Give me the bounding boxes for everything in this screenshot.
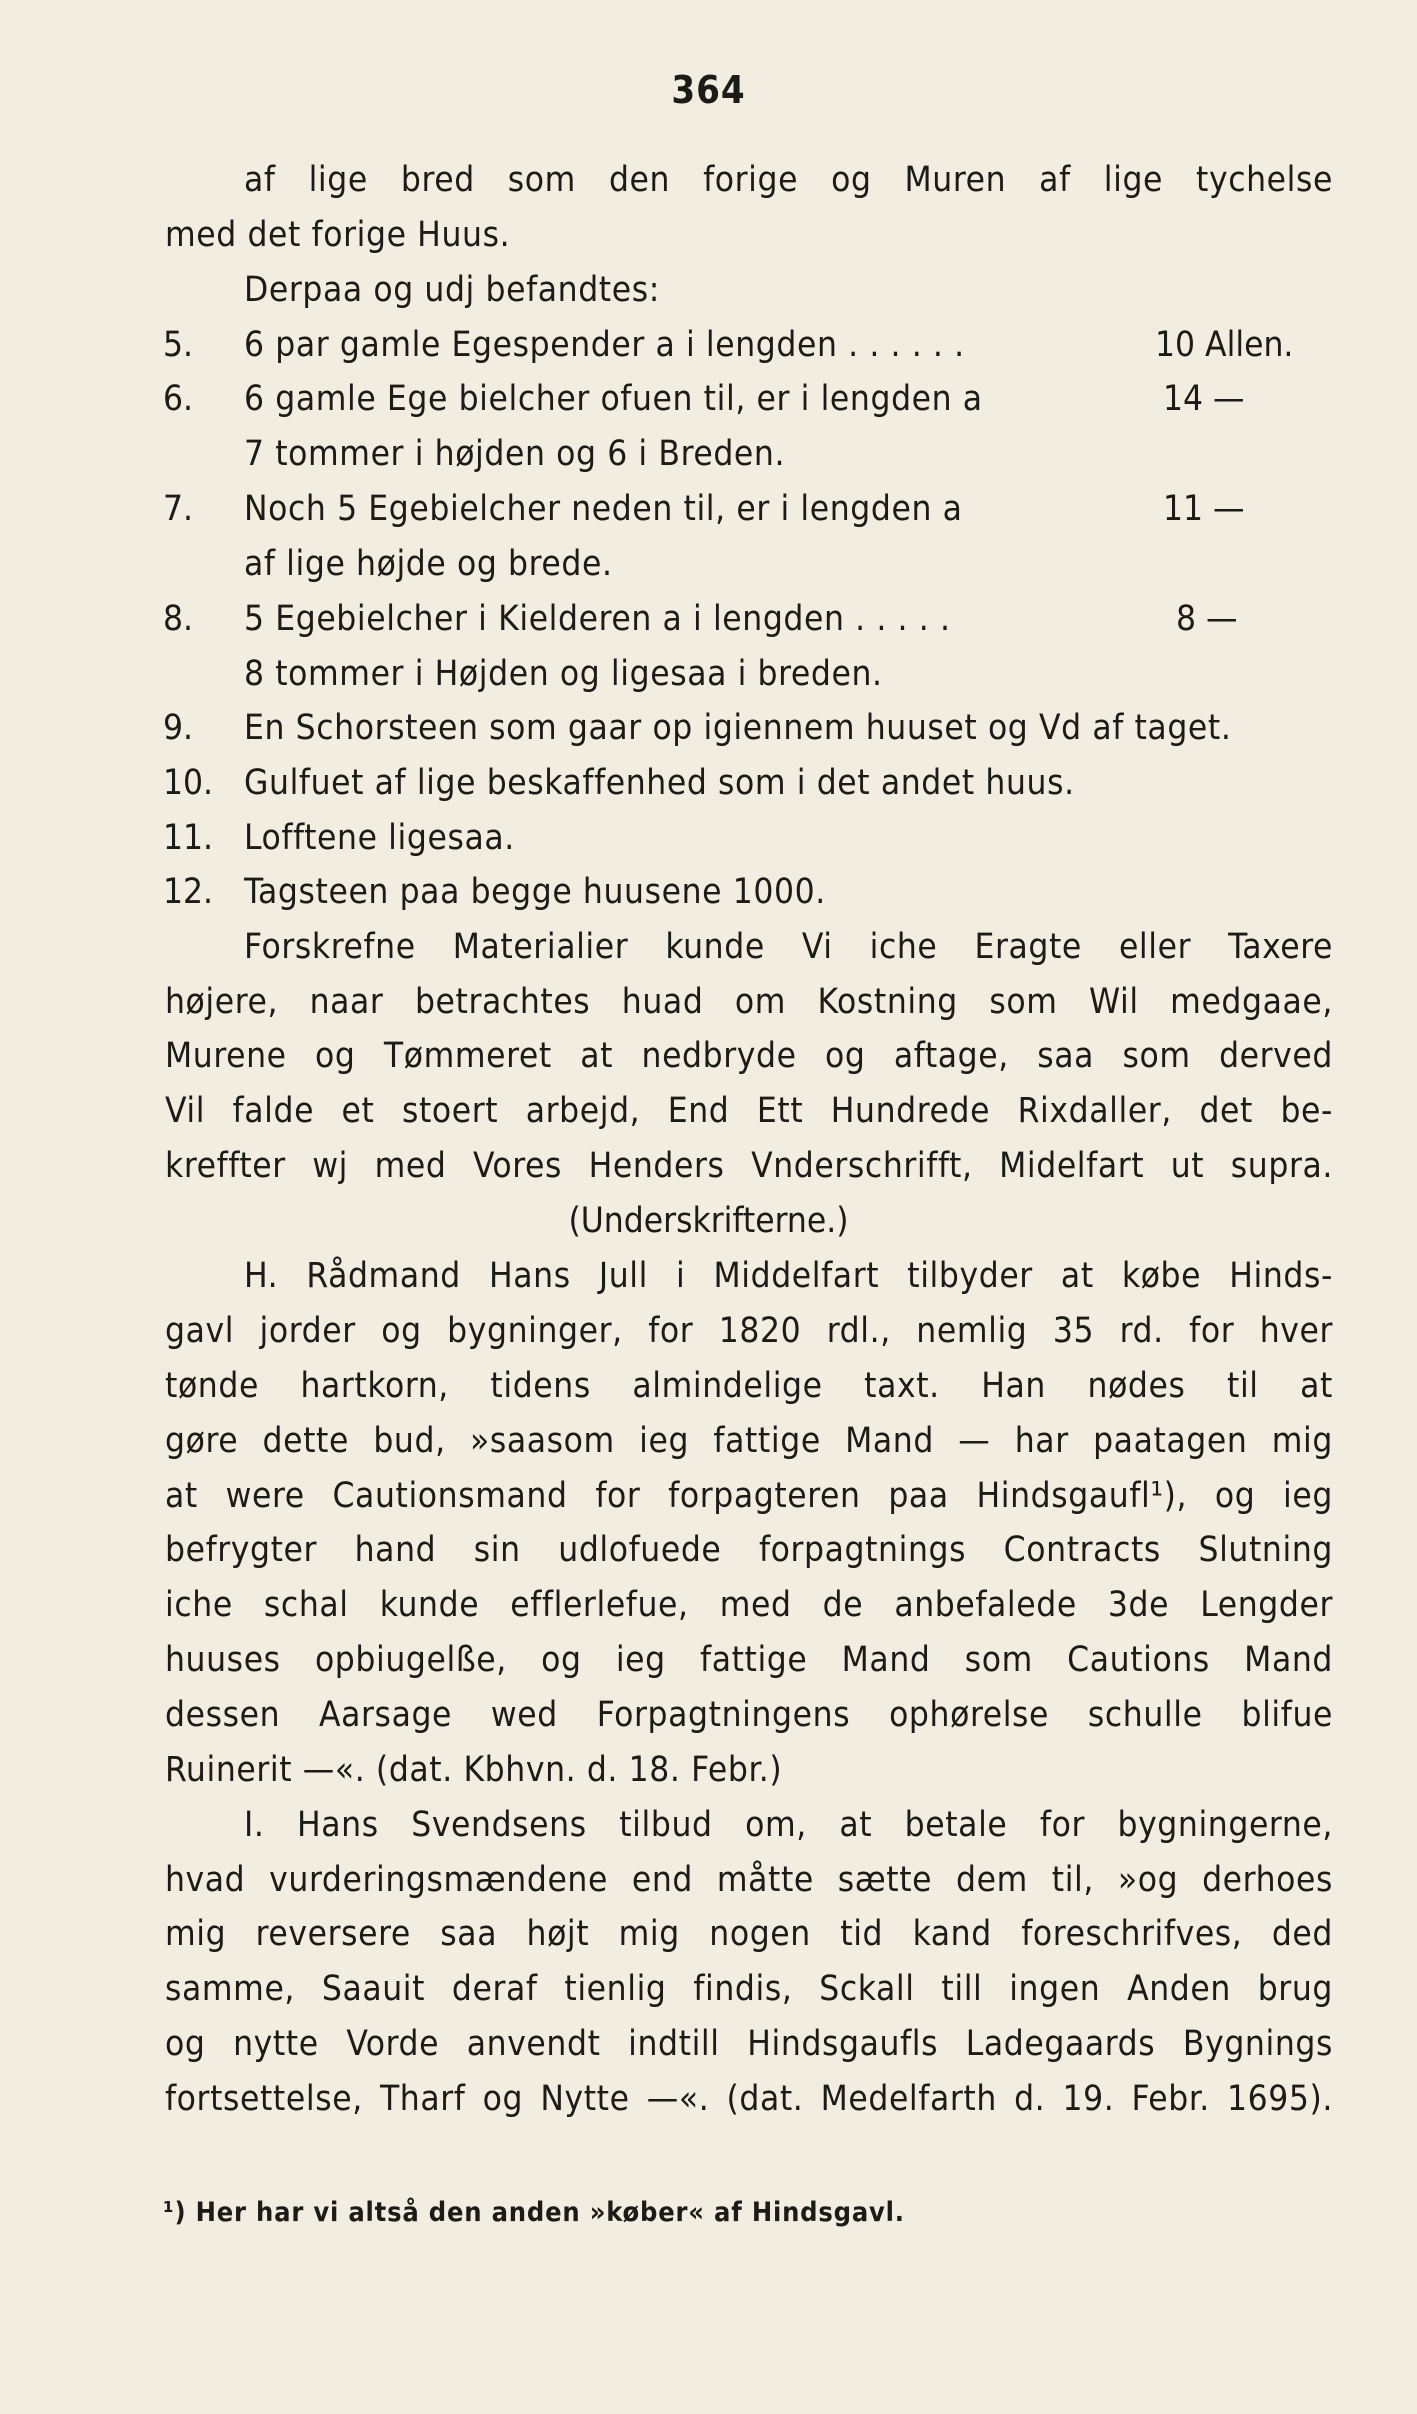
heading-found: Derpaa og udj befandtes:	[244, 270, 660, 310]
item-number: 11.	[163, 818, 214, 858]
item-text: Lofftene ligesaa.	[244, 818, 515, 858]
footnote-text: Her har vi altså den anden »køber« af Hindsgavl.	[195, 2197, 905, 2228]
paragraph-g-line: Forskrefne Materialier kunde Vi iche Eragte eller Taxere	[244, 927, 1333, 967]
footnote	[163, 2195, 905, 2231]
paragraph-h-line: huuses opbiugelße, og ieg fattige Mand som Cautions Mand	[165, 1640, 1333, 1680]
item-number: 7.	[163, 489, 194, 529]
item-number: 5.	[163, 325, 194, 365]
item-number: 8.	[163, 599, 194, 639]
footnote-marker: ¹)	[163, 2197, 187, 2228]
paragraph-g-line: kreffter wj med Vores Henders Vnderschrifft, Midelfart ut supra.	[165, 1146, 1333, 1186]
item-text: 5 Egebielcher i Kielderen a i lengden . . . . .	[244, 599, 951, 639]
item-text: 6 gamle Ege bielcher ofuen til, er i lengden a	[244, 379, 983, 419]
intro-line-2: med det forige Huus.	[165, 215, 511, 255]
item-continuation: 8 tommer i Højden og ligesaa i breden.	[244, 654, 883, 694]
paragraph-g-line: højere, naar betrachtes huad om Kostning som Wil medgaae,	[165, 982, 1333, 1022]
item-number: 12.	[163, 872, 214, 912]
paragraph-i-line: samme, Saauit deraf tienlig findis, Sckall till ingen Anden brug	[165, 1969, 1333, 2009]
item-text: Gulfuet af lige beskaffenhed som i det andet huus.	[244, 763, 1075, 803]
paragraph-i-line: og nytte Vorde anvendt indtill Hindsgaufls Ladegaards Bygnings	[165, 2024, 1333, 2064]
paragraph-i-line: mig reversere saa højt mig nogen tid kand foreschrifves, ded	[165, 1914, 1333, 1954]
paragraph-h-line: iche schal kunde efflerlefue, med de anbefalede 3de Lengder	[165, 1585, 1333, 1625]
paragraph-i-line: hvad vurderingsmændene end måtte sætte dem til, »og derhoes	[165, 1860, 1333, 1900]
item-text: 6 par gamle Egespender a i lengden . . . . . .	[244, 325, 965, 365]
signatures-note: (Underskrifterne.)	[568, 1201, 849, 1241]
paragraph-h-line: gøre dette bud, »saasom ieg fattige Mand — har paatagen mig	[165, 1421, 1333, 1461]
paragraph-g-line: Murene og Tømmeret at nedbryde og aftage, saa som derved	[165, 1036, 1333, 1076]
paragraph-h-line: H. Rådmand Hans Jull i Middelfart tilbyder at købe Hinds-	[244, 1256, 1333, 1296]
item-text: Tagsteen paa begge huusene 1000.	[244, 872, 826, 912]
page-number: 364	[671, 68, 746, 112]
paragraph-i-line: fortsettelse, Tharf og Nytte —«. (dat. Medelfarth d. 19. Febr. 1695).	[165, 2079, 1333, 2119]
paragraph-h-line: befrygter hand sin udlofuede forpagtnings Contracts Slutning	[165, 1530, 1333, 1570]
item-continuation: af lige højde og brede.	[244, 544, 613, 584]
item-number: 6.	[163, 379, 194, 419]
item-quantity: 10 Allen.	[1155, 325, 1294, 365]
item-number: 9.	[163, 708, 194, 748]
paragraph-h-line: Ruinerit —«. (dat. Kbhvn. d. 18. Febr.)	[165, 1750, 783, 1790]
item-quantity: 14 —	[1163, 379, 1245, 419]
paragraph-i-line: I. Hans Svendsens tilbud om, at betale for bygningerne,	[244, 1805, 1333, 1845]
item-number: 10.	[163, 763, 214, 803]
item-quantity: 11 —	[1163, 489, 1245, 529]
paragraph-g-line: Vil falde et stoert arbejd, End Ett Hundrede Rixdaller, det be-	[165, 1091, 1333, 1131]
paragraph-h-line: at were Cautionsmand for forpagteren paa Hindsgaufl¹), og ieg	[165, 1476, 1333, 1516]
item-text: En Schorsteen som gaar op igiennem huuset og Vd af taget.	[244, 708, 1232, 748]
intro-line-1: af lige bred som den forige og Muren af lige tychelse	[244, 160, 1333, 200]
item-quantity: 8 —	[1176, 599, 1238, 639]
paragraph-h-line: tønde hartkorn, tidens almindelige taxt. Han nødes til at	[165, 1366, 1333, 1406]
item-text: Noch 5 Egebielcher neden til, er i lengden a	[244, 489, 963, 529]
paragraph-h-line: gavl jorder og bygninger, for 1820 rdl., nemlig 35 rd. for hver	[165, 1311, 1333, 1351]
item-continuation: 7 tommer i højden og 6 i Breden.	[244, 434, 786, 474]
paragraph-h-line: dessen Aarsage wed Forpagtningens ophørelse schulle blifue	[165, 1695, 1333, 1735]
